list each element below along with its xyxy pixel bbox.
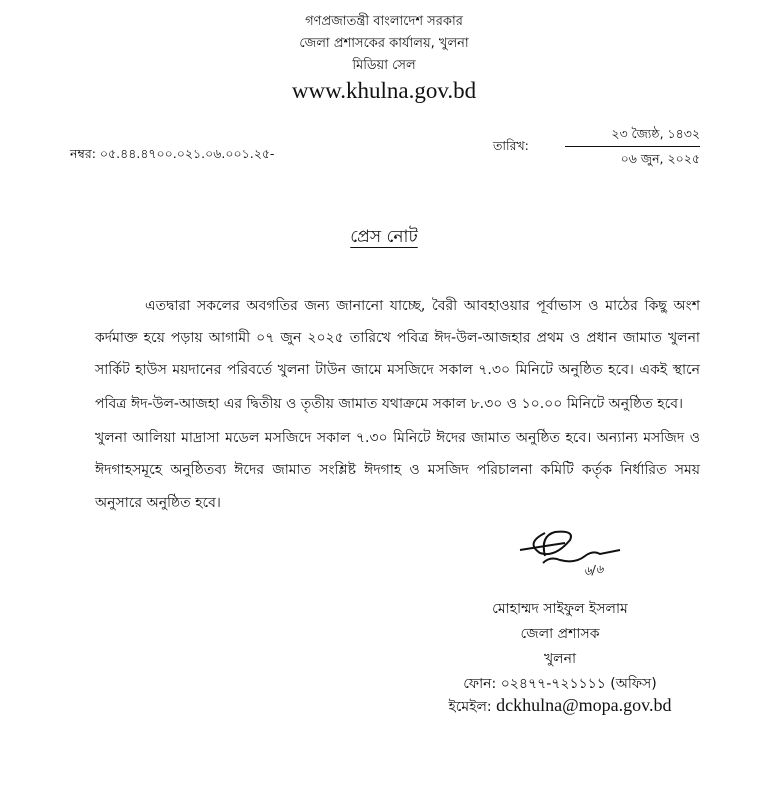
signatory-name: মোহাম্মদ সাইফুল ইসলাম <box>492 601 628 617</box>
header-govt: গণপ্রজাতন্ত্রী বাংলাদেশ সরকার <box>305 14 463 29</box>
signatory-phone: ফোন: ০২৪৭৭-৭২১১১১ (অফিস) <box>463 676 657 692</box>
body-line: এতদ্বারা সকলের অবগতির জন্য জানানো যাচ্ছে, বৈরী আবহাওয়ার পূর্বাভাস ও মাঠের কিছু অংশ <box>145 298 700 314</box>
email-address[interactable]: dckhulna@mopa.gov.bd <box>496 695 672 715</box>
signatory-district: খুলনা <box>543 651 577 667</box>
signature <box>515 528 625 588</box>
date-divider <box>565 146 700 147</box>
body-line: ঈদগাহসমূহে অনুষ্ঠিতব্য ঈদের জামাত সংশ্লিষ্ট ঈদগাহ ও মসজিদ পরিচালনা কমিটি কর্তৃক নির্ধারিত সময় <box>95 462 700 478</box>
signatory-designation: জেলা প্রশাসক <box>520 626 600 642</box>
header-cell: মিডিয়া সেল <box>352 58 416 73</box>
body-line: অনুসারে অনুষ্ঠিত হবে। <box>95 495 221 511</box>
header-office: জেলা প্রশাসকের কার্যালয়, খুলনা <box>299 36 469 51</box>
signature-date: ৬/৬ <box>582 561 605 579</box>
header-website: www.khulna.gov.bd <box>291 78 477 103</box>
body-line: খুলনা আলিয়া মাদ্রাসা মডেল মসজিদে সকাল ৭.৩০ মিনিটে ঈদের জামাত অনুষ্ঠিত হবে। অন্যান্য মসজিদ ও <box>95 430 700 446</box>
reference-number-label: নম্বর: <box>70 146 96 161</box>
press-note-title: প্রেস নোট <box>350 227 418 247</box>
signatory-email <box>430 695 690 719</box>
body-line: পবিত্র ঈদ-উল-আজহা এর দ্বিতীয় ও তৃতীয় জামাত যথাক্রমে সকাল ৮.৩০ ও ১০.০০ মিনিটে অনুষ্ঠিত হবে। <box>95 396 684 412</box>
reference-number <box>70 146 274 166</box>
email-label: ইমেইল: <box>448 699 492 715</box>
reference-number-value: ০৫.৪৪.৪৭০০.০২১.০৬.০০১.২৫- <box>99 146 275 161</box>
date-gregorian: ০৬ জুন, ২০২৫ <box>620 151 700 166</box>
date-label: তারিখ: <box>493 138 529 153</box>
date-bangla: ২৩ জ্যৈষ্ঠ, ১৪৩২ <box>611 126 700 141</box>
body-line: সার্কিট হাউস ময়দানের পরিবর্তে খুলনা টাউন জামে মসজিদে সকাল ৭.৩০ মিনিটে অনুষ্ঠিত হবে। একই স্থানে <box>95 362 700 378</box>
body-line: কর্দমাক্ত হয়ে পড়ায় আগামী ০৭ জুন ২০২৫ তারিখে পবিত্র ঈদ-উল-আজহার প্রথম ও প্রধান জামাত খুলনা <box>95 330 700 346</box>
